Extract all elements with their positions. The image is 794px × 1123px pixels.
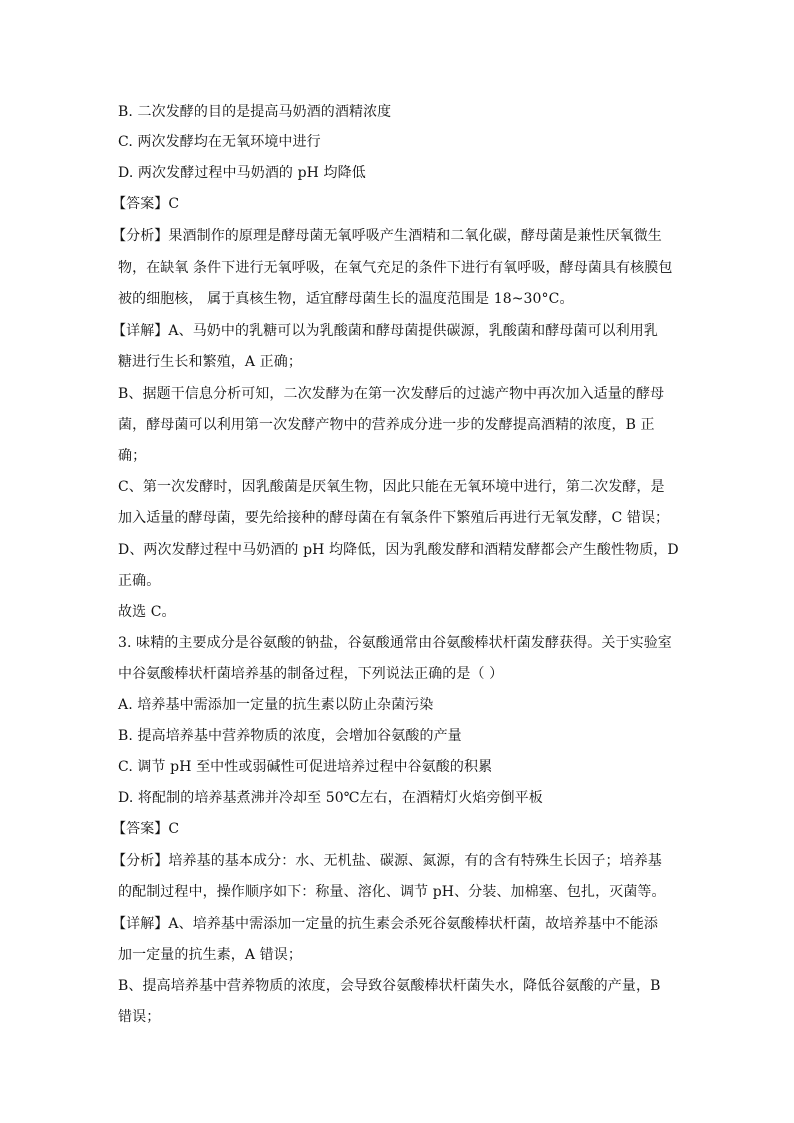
q3-answer-line: 【答案】C [112,821,180,837]
analysis-line-2: 物，在缺氧 条件下进行无氧呼吸，在氧气充足的条件下进行有氧呼吸，酵母菌具有核膜包 [118,260,673,276]
q3-option-b: B. 提高培养基中营养物质的浓度，会增加谷氨酸的产量 [118,728,462,744]
q3-detail-line-2: 加一定量的抗生素，A 错误； [118,947,302,963]
detail-line-8: D、两次发酵过程中马奶酒的 pH 均降低，因为乳酸发酵和酒精发酵都会产生酸性物质，D [118,542,679,558]
question-3-line-2: 中谷氨酸棒状杆菌培养基的制备过程，下列说法正确的是（ ） [118,666,504,682]
analysis-line-1: 【分析】果酒制作的原理是酵母菌无氧呼吸产生酒精和二氧化碳，酵母菌是兼性厌氧微生 [112,228,662,244]
detail-line-7: 加入适量的酵母菌，要先给接种的酵母菌在有氧条件下繁殖后再进行无氧发酵，C 错误； [118,510,670,526]
q3-analysis-line-2: 的配制过程中，操作顺序如下：称量、溶化、调节 pH、分装、加棉塞、包扎，灭菌等。 [118,884,666,900]
detail-line-5: 确； [118,448,147,464]
detail-line-3: B、据题干信息分析可知，二次发酵为在第一次发酵后的过滤产物中再次加入适量的酵母 [118,386,665,402]
analysis-line-3: 被的细胞核， 属于真核生物，适宜酵母菌生长的温度范围是 18~30°C。 [118,291,574,307]
detail-line-9: 正确。 [118,573,161,589]
q3-option-a: A. 培养基中需添加一定量的抗生素以防止杂菌污染 [118,697,434,713]
detail-line-6: C、第一次发酵时，因乳酸菌是厌氧生物，因此只能在无氧环境中进行，第二次发酵，是 [118,479,665,495]
detail-line-2: 糖进行生长和繁殖，A 正确； [118,354,302,370]
q3-analysis-line-1: 【分析】培养基的基本成分：水、无机盐、碳源、氮源，有的含有特殊生长因子；培养基 [112,853,662,869]
q3-option-c: C. 调节 pH 至中性或弱碱性可促进培养过程中谷氨酸的积累 [118,759,493,775]
q3-option-d: D. 将配制的培养基煮沸并冷却至 50℃左右，在酒精灯火焰旁倒平板 [118,790,543,806]
q3-detail-line-4: 错误； [118,1009,161,1025]
question-3-line-1: 3. 味精的主要成分是谷氨酸的钠盐，谷氨酸通常由谷氨酸棒状杆菌发酵获得。关于实验室 [118,635,672,651]
option-c-line: C. 两次发酵均在无氧环境中进行 [118,134,321,150]
q3-detail-line-3: B、提高培养基中营养物质的浓度，会导致谷氨酸棒状杆菌失水，降低谷氨酸的产量，B [118,978,661,994]
answer-line: 【答案】C [112,196,180,212]
detail-line-4: 菌，酵母菌可以利用第一次发酵产物中的营养成分进一步的发酵提高酒精的浓度，B 正 [118,417,655,433]
choose-line: 故选 C。 [118,604,176,620]
option-d-line: D. 两次发酵过程中马奶酒的 pH 均降低 [118,165,366,181]
option-b-line: B. 二次发酵的目的是提高马奶酒的酒精浓度 [118,104,392,120]
detail-line-1: 【详解】A、马奶中的乳糖可以为乳酸菌和酵母菌提供碳源，乳酸菌和酵母菌可以利用乳 [112,323,659,339]
q3-detail-line-1: 【详解】A、培养基中需添加一定量的抗生素会杀死谷氨酸棒状杆菌，故培养基中不能添 [112,916,659,932]
